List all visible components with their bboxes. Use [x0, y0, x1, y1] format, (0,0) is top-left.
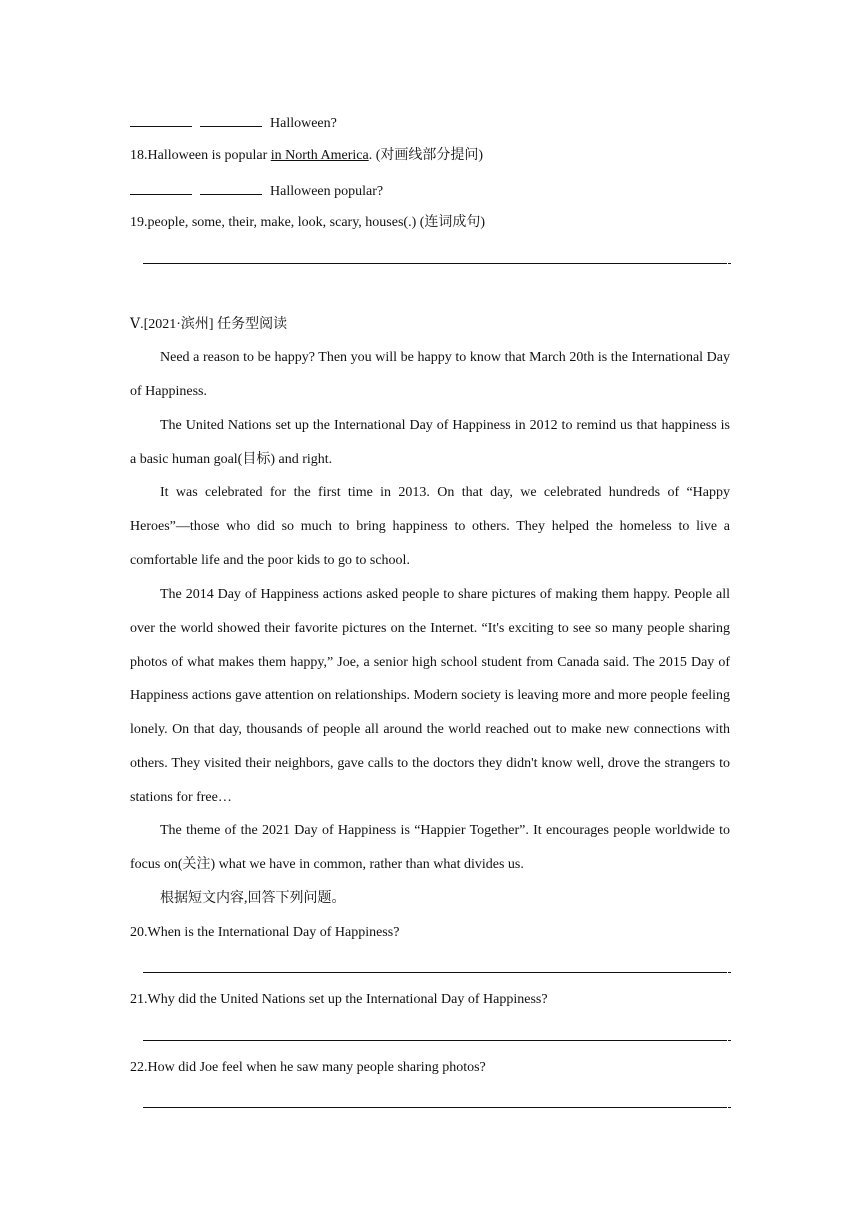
q18-underlined-phrase: in North America: [270, 148, 369, 163]
instruction-text: 根据短文内容,回答下列问题。: [160, 891, 346, 906]
passage-paragraph: Need a reason to be happy? Then you will be happy to know that March 20th is the International Day of Happiness.: [130, 350, 730, 399]
answer-blank[interactable]: [130, 180, 192, 195]
q21-answer-rule[interactable]: [143, 1040, 727, 1041]
q19-answer-rule[interactable]: [143, 263, 727, 264]
q18-suffix: . (对画线部分提问): [368, 148, 484, 163]
answer-blank[interactable]: [200, 180, 262, 195]
q22-answer-rule[interactable]: [143, 1107, 727, 1108]
passage-paragraph: The theme of the 2021 Day of Happiness is “Happier Together”. It encourages people worldwide to focus on(关注) what we have in common, rather than what divides us.: [130, 823, 730, 872]
passage-paragraph: It was celebrated for the first time in 2013. On that day, we celebrated hundreds of “Happy Heroes”—those who did so much to bring happiness to others. They helped the homeless to live a comfortable life and the poor kids to go to school.: [130, 485, 730, 568]
question-19: 19.people, some, their, make, look, scary, houses(.) (连词成句): [130, 215, 486, 230]
answer-blank[interactable]: [130, 112, 192, 127]
question-21: 21.Why did the United Nations set up the International Day of Happiness?: [130, 992, 548, 1007]
passage-paragraph: The 2014 Day of Happiness actions asked people to share pictures of making them happy. People all over the world showed their favorite pictures on the Internet. “It's exciting to see so many people sharing photos of what makes them happy,” Joe, a senior high school student from Canada said. The 2015 Day of Happiness actions gave attention on relationships. Modern society is leaving more and more people feeling lonely. On that day, thousands of people all around the world reached out to make new connections with others. They visited their neighbors, gave calls to the doctors they didn't know well, drove the strangers to stations for free…: [130, 587, 730, 805]
question-22: 22.How did Joe feel when he saw many people sharing photos?: [130, 1060, 486, 1075]
q17-tail-text: Halloween?: [270, 116, 337, 131]
passage-paragraph: The United Nations set up the International Day of Happiness in 2012 to remind us that happiness is a basic human goal(目标) and right.: [130, 418, 730, 467]
answer-blank[interactable]: [200, 112, 262, 127]
question-20: 20.When is the International Day of Happiness?: [130, 925, 400, 940]
q18-prefix: 18.Halloween is popular: [130, 148, 271, 163]
question-18: [130, 146, 483, 166]
section-heading: Ⅴ.[2021·滨州] 任务型阅读: [130, 317, 288, 332]
q20-answer-rule[interactable]: [143, 972, 727, 973]
q17-answer-line: [130, 112, 337, 134]
q18-answer-tail: Halloween popular?: [270, 184, 384, 199]
q18-answer-line: [130, 180, 383, 202]
